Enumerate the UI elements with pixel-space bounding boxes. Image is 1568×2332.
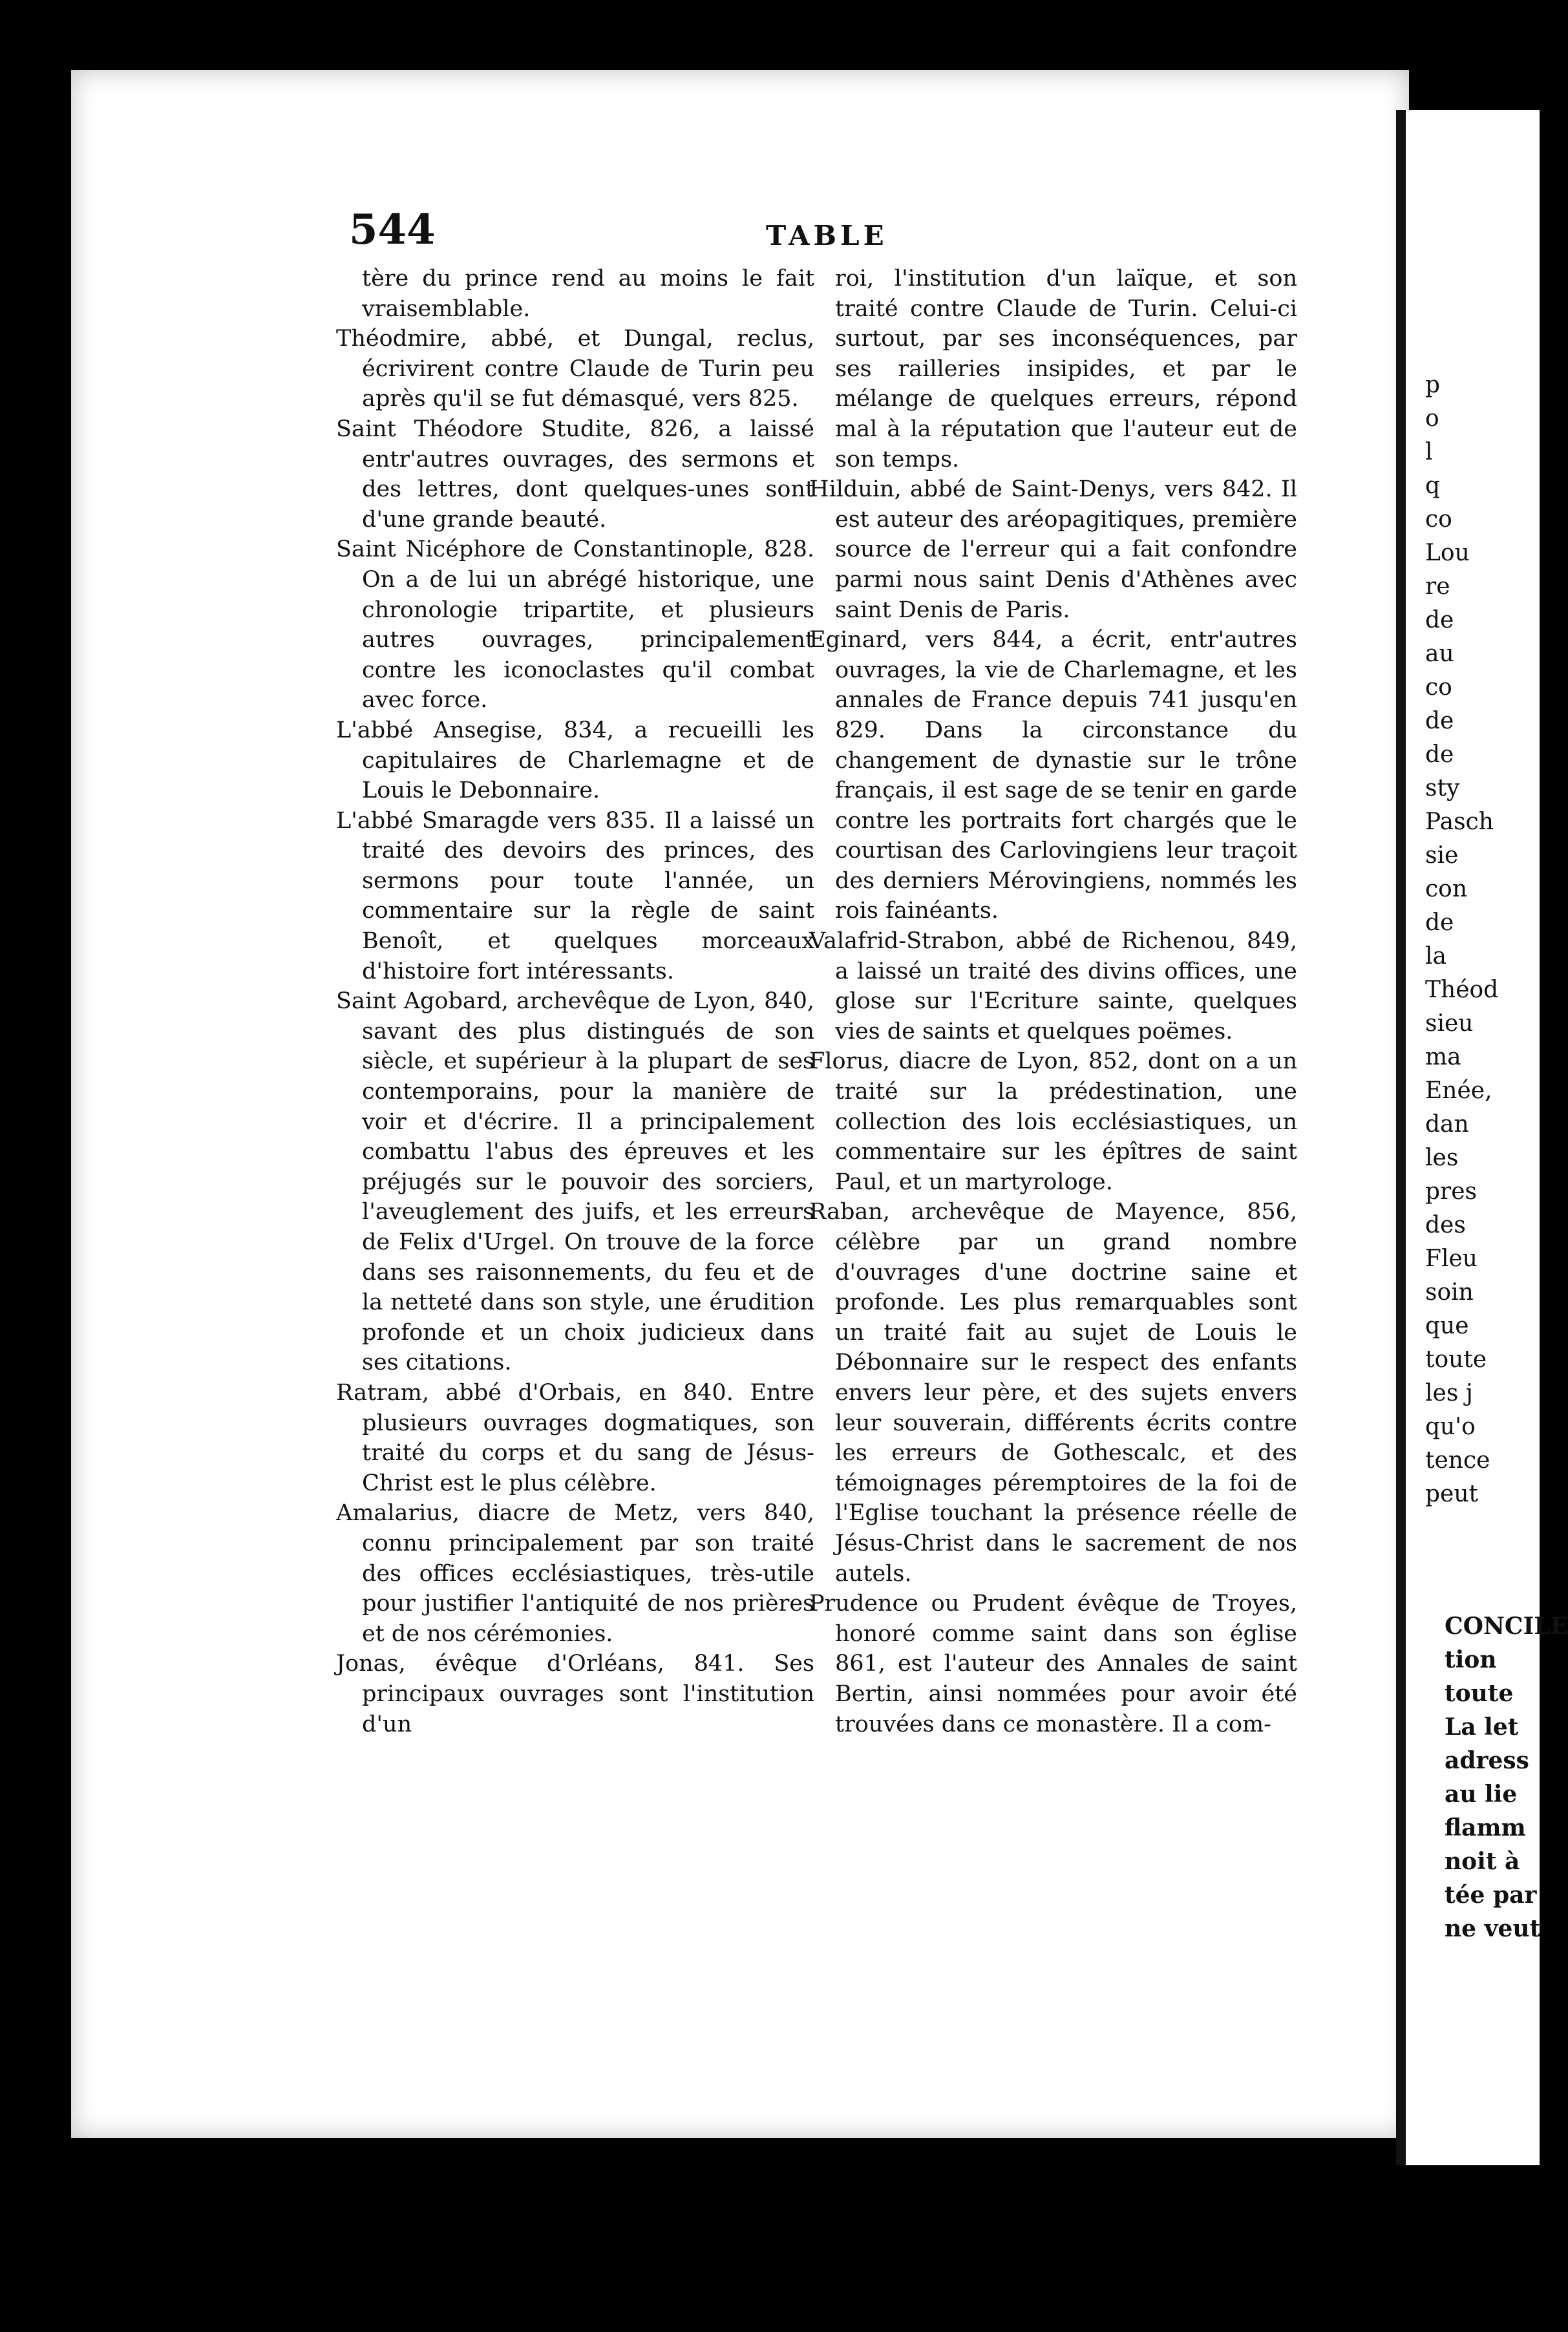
- index-entry: L'abbé Smaragde vers 835. Il a laissé un traité des devoirs des princes, des sermons pour toute l'année, un commentaire sur la règle de saint Benoît, et quelques morceaux d'histoire fort intéressants.: [336, 807, 814, 984]
- index-entry: Eginard, vers 844, a écrit, entr'autres ouvrages, la vie de Charlemagne, et les annales de France depuis 741 jusqu'en 829. Dans la circonstance du changement de dynastie sur le trône français, il est sage de se tenir en garde contre les portraits fort chargés que le courtisan des Carlovingiens leur traçoit des derniers Mérovingiens, nommés les rois fainéants.: [809, 627, 1297, 924]
- fragment-line: au lie: [1445, 1781, 1518, 1808]
- fragment-line: ma: [1425, 1044, 1461, 1070]
- fragment-line: toute: [1425, 1346, 1487, 1373]
- fragment-line: que: [1425, 1313, 1469, 1339]
- fragment-line: les: [1425, 1145, 1459, 1171]
- fragment-line: tion: [1445, 1646, 1497, 1673]
- index-entry: Saint Agobard, archevêque de Lyon, 840, savant des plus distingués de son siècle, et supérieur à la plupart de ses contemporains, pour la manière de voir et d'écrire. Il a principalement combattu l'abus des épreuves et les préjugés sur le pouvoir des sorciers, l'aveuglement des juifs, et les erreurs de Felix d'Urgel. On trouve de la force dans ses raisonnements, du feu et de la netteté dans son style, une érudition profonde et un choix judicieux dans ses citations.: [336, 988, 814, 1376]
- fragment-line: Théod: [1425, 977, 1499, 1003]
- index-entry: Jonas, évêque d'Orléans, 841. Ses principaux ouvrages sont l'institution d'un: [336, 1651, 814, 1737]
- fragment-line: l: [1425, 439, 1433, 465]
- page-number: 544: [349, 206, 436, 254]
- index-entry: L'abbé Ansegise, 834, a recueilli les capitulaires de Charlemagne et de Louis le Debonnaire.: [336, 717, 814, 804]
- fragment-line: la: [1425, 943, 1446, 970]
- fragment-line: o: [1425, 405, 1439, 432]
- index-entry: Saint Nicéphore de Constantinople, 828. On a de lui un abrégé historique, une chronologie tripartite, et plusieurs autres ouvrages, principalement contre les iconoclastes qu'il combat avec force.: [336, 536, 814, 714]
- fragment-line: tence: [1425, 1447, 1490, 1474]
- fragment-line: noit à: [1445, 1848, 1520, 1875]
- fragment-line: con: [1425, 876, 1468, 902]
- index-entry: Hilduin, abbé de Saint-Denys, vers 842. Il est auteur des aréopagitiques, première source de l'erreur qui a fait confondre parmi nous saint Denis d'Athènes avec saint Denis de Paris.: [809, 476, 1297, 623]
- fragment-line: pres: [1425, 1178, 1478, 1205]
- fragment-line: sieu: [1425, 1010, 1474, 1037]
- fragment-line: peut: [1425, 1481, 1479, 1507]
- fragment-line: sty: [1425, 775, 1460, 801]
- index-entry: Valafrid-Strabon, abbé de Richenou, 849, a laissé un traité des divins offices, une glose sur l'Ecriture sainte, quelques vies de saints et quelques poëmes.: [809, 928, 1297, 1044]
- index-entry: Ratram, abbé d'Orbais, en 840. Entre plusieurs ouvrages dogmatiques, son traité du corps et du sang de Jésus-Christ est le plus célèbre.: [336, 1379, 814, 1496]
- text-continuation: roi, l'institution d'un laïque, et son traité contre Claude de Turin. Celui-ci surtout, par ses inconséquences, par ses railleries insipides, et par le mélange de quelques erreurs, répond mal à la réputation que l'auteur eut de son temps.: [835, 266, 1297, 472]
- fragment-line: soin: [1425, 1279, 1474, 1306]
- fragment-line: CONCILE: [1445, 1613, 1568, 1640]
- left-column: [336, 264, 814, 1739]
- index-entry: Raban, archevêque de Mayence, 856, célèbre par un grand nombre d'ouvrages d'une doctrine saine et profonde. Les plus remarquables sont un traité fait au sujet de Louis le Débonnaire sur le respect des enfants envers leur père, et des sujets envers leur souverain, différents écrits contre les erreurs de Gothescalc, et des témoignages péremptoires de la foi de l'Eglise touchant la présence réelle de Jésus-Christ dans le sacrement de nos autels.: [809, 1199, 1297, 1587]
- fragment-line: co: [1425, 506, 1452, 533]
- fragment-line: Lou: [1425, 540, 1470, 566]
- fragment-line: La let: [1445, 1713, 1519, 1741]
- fragment-line: flamm: [1445, 1814, 1526, 1841]
- fragment-line: p: [1425, 372, 1441, 398]
- text-continuation: tère du prince rend au moins le fait vraisemblable.: [362, 266, 814, 322]
- index-entry: Théodmire, abbé, et Dungal, reclus, écrivirent contre Claude de Turin peu après qu'il se fut démasqué, vers 825.: [336, 326, 814, 412]
- fragment-line: Enée,: [1425, 1077, 1492, 1104]
- fragment-line: de: [1425, 708, 1454, 734]
- fragment-line: des: [1425, 1212, 1466, 1238]
- index-entry: Florus, diacre de Lyon, 852, dont on a un traité sur la prédestination, une collection des lois ecclésiastiques, un commentaire sur les épîtres de saint Paul, et un martyrologe.: [809, 1048, 1297, 1195]
- fragment-line: q: [1425, 472, 1441, 499]
- facing-page-fragments-upper: [1425, 368, 1498, 1511]
- fragment-line: toute: [1445, 1680, 1514, 1707]
- fragment-line: de: [1425, 607, 1454, 633]
- fragment-line: de: [1425, 741, 1454, 768]
- fragment-line: de: [1425, 909, 1454, 936]
- fragment-line: re: [1425, 573, 1450, 600]
- fragment-line: les j: [1425, 1380, 1473, 1406]
- index-entry: Saint Théodore Studite, 826, a laissé entr'autres ouvrages, des sermons et des lettres, dont quelques-unes sont d'une grande beauté.: [336, 416, 814, 533]
- index-entry: Prudence ou Prudent évêque de Troyes, honoré comme saint dans son église 861, est l'auteur des Annales de saint Bertin, ainsi nommées pour avoir été trouvées dans ce monastère. Il a com-: [809, 1591, 1297, 1737]
- fragment-line: Pasch: [1425, 809, 1494, 835]
- facing-page-fragments-lower: [1445, 1609, 1568, 1945]
- fragment-line: dan: [1425, 1111, 1469, 1138]
- fragment-line: adress: [1445, 1747, 1529, 1774]
- right-column: [809, 264, 1297, 1739]
- fragment-line: qu'o: [1425, 1414, 1476, 1440]
- facing-page-edge: [1406, 110, 1568, 2165]
- running-head: TABLE: [766, 220, 888, 251]
- fragment-line: co: [1425, 674, 1452, 701]
- fragment-line: Fleu: [1425, 1246, 1478, 1272]
- fragment-line: au: [1425, 641, 1454, 667]
- fragment-line: ne veut: [1445, 1915, 1541, 1942]
- index-entry: Amalarius, diacre de Metz, vers 840, connu principalement par son traité des offices ecclésiastiques, très-utile pour justifier l'antiquité de nos prières et de nos cérémonies.: [336, 1500, 814, 1647]
- fragment-line: sie: [1425, 842, 1459, 869]
- fragment-line: tée par: [1445, 1882, 1537, 1909]
